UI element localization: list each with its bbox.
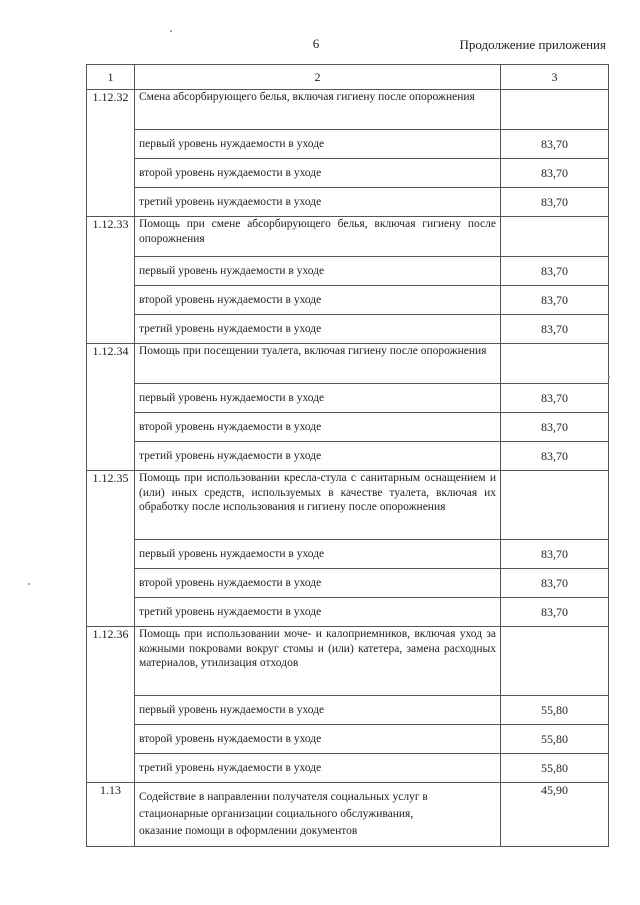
- care-level-price: 83,70: [501, 159, 609, 188]
- care-level-label: второй уровень нуждаемости в уходе: [135, 286, 501, 315]
- care-level-price: 83,70: [501, 569, 609, 598]
- tariff-table-body: [87, 65, 609, 847]
- care-level-row: [87, 540, 609, 569]
- final-service-code: 1.13: [87, 783, 135, 847]
- section-title-row: [87, 627, 609, 696]
- care-level-label: первый уровень нуждаемости в уходе: [135, 257, 501, 286]
- final-service-description: [135, 783, 501, 847]
- care-level-row: [87, 413, 609, 442]
- continuation-label: Продолжение приложения: [459, 37, 606, 52]
- section-code: 1.12.35: [87, 471, 135, 627]
- section-price-empty: [501, 217, 609, 257]
- care-level-label: третий уровень нуждаемости в уходе: [135, 442, 501, 471]
- care-level-row: [87, 725, 609, 754]
- scan-speck: [608, 376, 610, 378]
- table-header-row: [87, 65, 609, 90]
- care-level-price: 83,70: [501, 188, 609, 217]
- care-level-label: третий уровень нуждаемости в уходе: [135, 754, 501, 783]
- section-code: 1.12.33: [87, 217, 135, 344]
- care-level-price: 83,70: [501, 257, 609, 286]
- care-level-price: 83,70: [501, 598, 609, 627]
- section-code: 1.12.34: [87, 344, 135, 471]
- care-level-label: второй уровень нуждаемости в уходе: [135, 725, 501, 754]
- section-title-row: [87, 90, 609, 130]
- final-service-price: 45,90: [501, 783, 609, 847]
- care-level-price: 83,70: [501, 384, 609, 413]
- care-level-price: 55,80: [501, 696, 609, 725]
- care-level-price: 83,70: [501, 130, 609, 159]
- care-level-price: 83,70: [501, 442, 609, 471]
- section-code: 1.12.32: [87, 90, 135, 217]
- section-price-empty: [501, 90, 609, 130]
- tariff-table: [86, 64, 609, 847]
- care-level-row: [87, 257, 609, 286]
- care-level-row: [87, 159, 609, 188]
- care-level-price: 83,70: [501, 540, 609, 569]
- column-header-1: 1: [87, 65, 135, 90]
- care-level-label: первый уровень нуждаемости в уходе: [135, 696, 501, 725]
- care-level-price: 83,70: [501, 315, 609, 344]
- section-title: Помощь при смене абсорбирующего белья, включая гигиену после опорожнения: [135, 217, 501, 257]
- column-header-3: 3: [501, 65, 609, 90]
- care-level-label: третий уровень нуждаемости в уходе: [135, 188, 501, 217]
- care-level-label: первый уровень нуждаемости в уходе: [135, 540, 501, 569]
- page-number: 6: [312, 36, 320, 51]
- care-level-row: [87, 696, 609, 725]
- care-level-label: третий уровень нуждаемости в уходе: [135, 315, 501, 344]
- section-title-row: [87, 471, 609, 540]
- care-level-row: [87, 442, 609, 471]
- care-level-row: [87, 315, 609, 344]
- care-level-price: 55,80: [501, 725, 609, 754]
- section-title: Помощь при посещении туалета, включая гигиену после опорожнения: [135, 344, 501, 384]
- section-price-empty: [501, 344, 609, 384]
- care-level-row: [87, 384, 609, 413]
- care-level-row: [87, 188, 609, 217]
- section-title: Помощь при использовании моче- и калоприемников, включая уход за кожными покровами вокруг стомы и (или) катетера, замена расходных материалов, утилизация отходов: [135, 627, 501, 696]
- final-service-description-line: оказание помощи в оформлении документов: [139, 825, 358, 837]
- section-price-empty: [501, 471, 609, 540]
- final-service-description-line: стационарные организации социального обслуживания,: [139, 808, 414, 820]
- care-level-price: 83,70: [501, 413, 609, 442]
- care-level-label: третий уровень нуждаемости в уходе: [135, 598, 501, 627]
- care-level-label: первый уровень нуждаемости в уходе: [135, 130, 501, 159]
- care-level-row: [87, 286, 609, 315]
- care-level-label: первый уровень нуждаемости в уходе: [135, 384, 501, 413]
- final-service-description-line: Содействие в направлении получателя социальных услуг в: [139, 791, 428, 803]
- care-level-label: второй уровень нуждаемости в уходе: [135, 569, 501, 598]
- care-level-row: [87, 754, 609, 783]
- section-title-row: [87, 344, 609, 384]
- column-header-2: 2: [135, 65, 501, 90]
- section-title: Помощь при использовании кресла-стула с санитарным оснащением и (или) иных средств, используемых в качестве туалета, включая их обработку после использования и гигиену после опорожнения: [135, 471, 501, 540]
- section-price-empty: [501, 627, 609, 696]
- care-level-price: 83,70: [501, 286, 609, 315]
- care-level-price: 55,80: [501, 754, 609, 783]
- care-level-label: второй уровень нуждаемости в уходе: [135, 159, 501, 188]
- section-title-row: [87, 217, 609, 257]
- care-level-row: [87, 130, 609, 159]
- care-level-row: [87, 569, 609, 598]
- care-level-row: [87, 598, 609, 627]
- final-service-row: [87, 783, 609, 847]
- care-level-label: второй уровень нуждаемости в уходе: [135, 413, 501, 442]
- scan-speck: [28, 583, 30, 585]
- section-title: Смена абсорбирующего белья, включая гигиену после опорожнения: [135, 90, 501, 130]
- scan-speck: [170, 30, 172, 32]
- section-code: 1.12.36: [87, 627, 135, 783]
